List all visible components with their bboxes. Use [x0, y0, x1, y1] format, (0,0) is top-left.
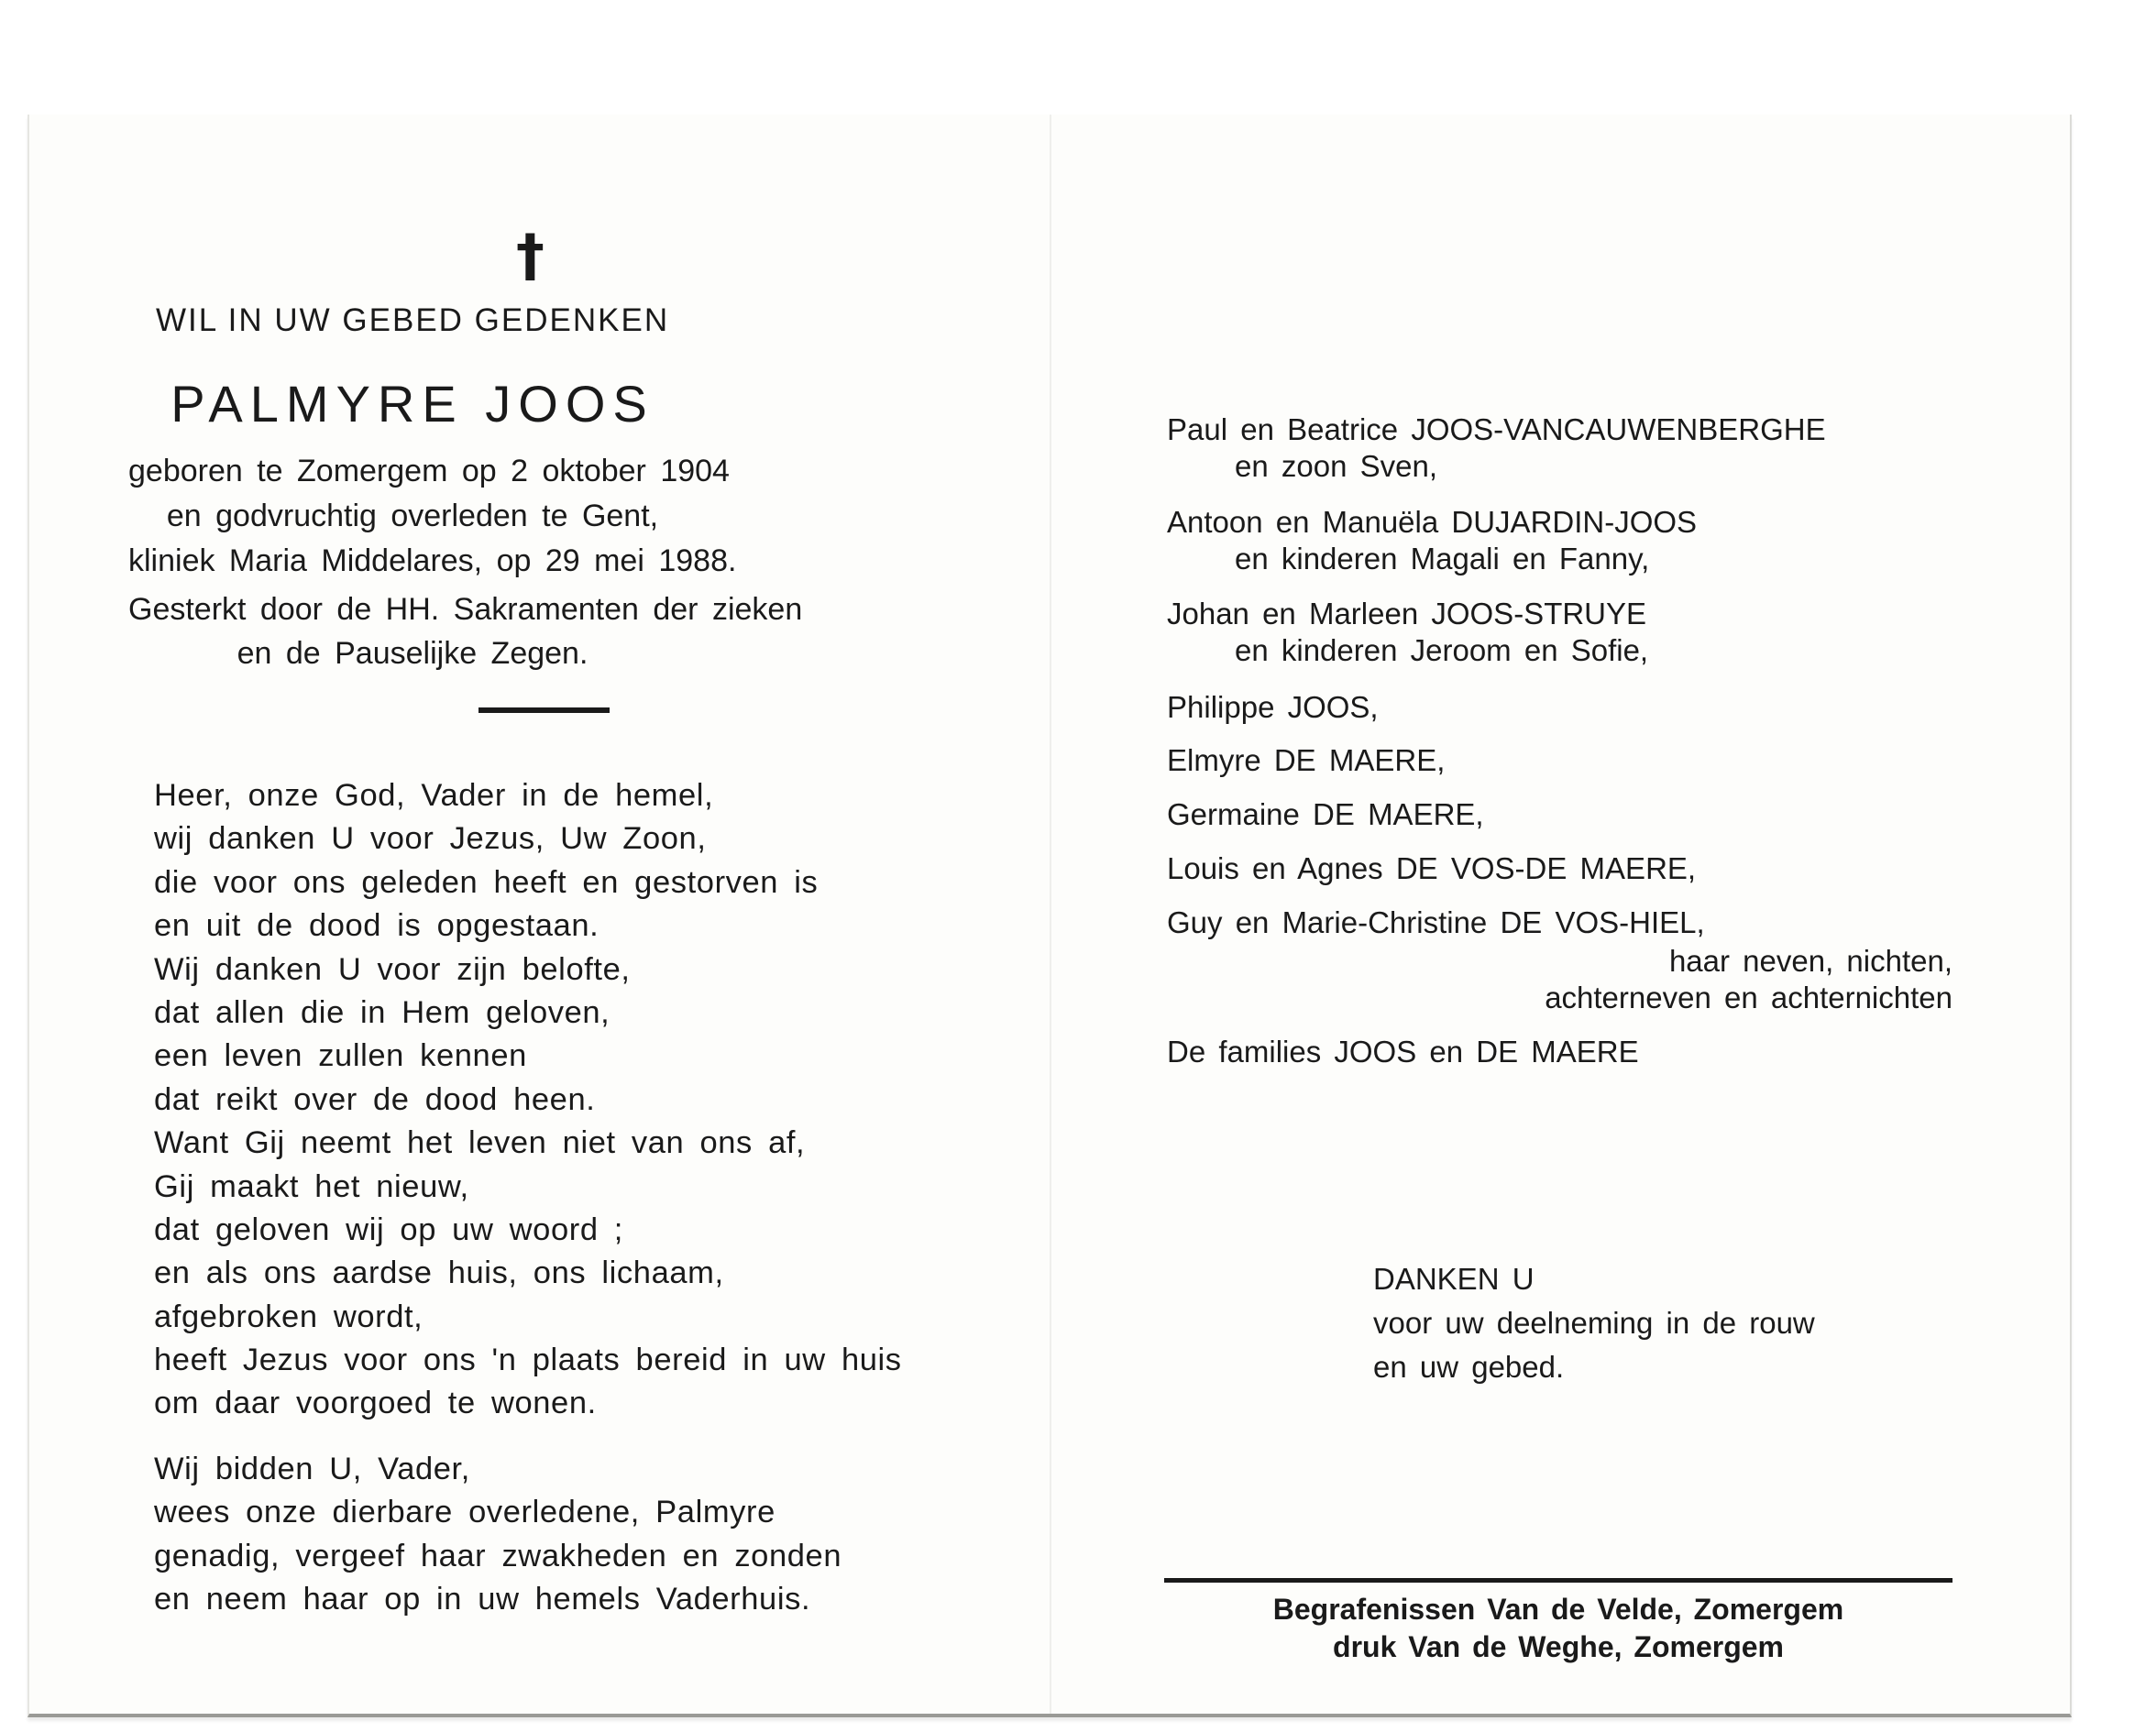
sacraments-line: Gesterkt door de HH. Sakramenten der zieken — [128, 592, 803, 627]
thanks-title: DANKEN U — [1373, 1262, 1534, 1296]
prayer-closing-line: en neem haar op in uw hemels Vaderhuis. — [154, 1582, 811, 1617]
family-main: Philippe JOOS, — [1167, 690, 1379, 724]
prayer-line: een leven zullen kennen — [154, 1038, 527, 1074]
deceased-name: PALMYRE JOOS — [170, 375, 654, 433]
card-fold — [1050, 115, 1051, 1714]
prayer-line: en uit de dood is opgestaan. — [154, 908, 600, 944]
prayer-closing-line: wees onze dierbare overledene, Palmyre — [154, 1495, 776, 1530]
thanks-line: en uw gebed. — [1373, 1350, 1565, 1384]
family-main: Johan en Marleen JOOS-STRUYE — [1167, 597, 1647, 630]
clinic-line: kliniek Maria Middelares, op 29 mei 1988. — [128, 543, 737, 578]
relatives — [1467, 943, 1952, 1016]
prayer-line: wij danken U voor Jezus, Uw Zoon, — [154, 821, 707, 857]
prayer-line: dat reikt over de dood heen. — [154, 1081, 596, 1117]
cross-icon: † — [516, 222, 544, 289]
family-main: Antoon en Manuëla DUJARDIN-JOOS — [1167, 505, 1698, 539]
thanks — [1373, 1257, 1815, 1389]
family-main: Guy en Marie-Christine DE VOS-HIEL, — [1167, 905, 1705, 939]
family-main: Elmyre DE MAERE, — [1167, 743, 1446, 777]
prayer-line: om daar voorgoed te wonen. — [154, 1386, 597, 1421]
prayer-line: die voor ons geleden heeft en gestorven is — [154, 864, 819, 900]
prayer-closing — [154, 1448, 842, 1622]
family-main: Germaine DE MAERE, — [1167, 797, 1484, 831]
family-main: Paul en Beatrice JOOS-VANCAUWENBERGHE — [1167, 412, 1826, 446]
divider — [478, 707, 610, 713]
prayer-line: dat allen die in Hem geloven, — [154, 994, 610, 1030]
prayer-line: Wij danken U voor zijn belofte, — [154, 951, 631, 987]
family-entry — [1167, 904, 1705, 941]
blessing-line: en de Pauselijke Zegen. — [236, 636, 588, 671]
relatives-line: haar neven, nichten, — [1668, 944, 1952, 978]
family-sub: en kinderen Jeroom en Sofie, — [1235, 633, 1649, 667]
prayer-line: dat geloven wij op uw woord ; — [154, 1211, 623, 1247]
prayer — [154, 774, 902, 1426]
deceased-details — [128, 449, 803, 676]
families-line: De families JOOS en DE MAERE — [1167, 1035, 1639, 1069]
thanks-line: voor uw deelneming in de rouw — [1373, 1306, 1815, 1340]
prayer-closing-line: Wij bidden U, Vader, — [154, 1452, 470, 1486]
family-entry — [1167, 850, 1696, 887]
relatives-line: achterneven en achternichten — [1545, 981, 1952, 1014]
prayer-line: afgebroken wordt, — [154, 1299, 424, 1334]
prayer-line: heeft Jezus voor ons 'n plaats bereid in uw huis — [154, 1343, 902, 1378]
family-sub: en kinderen Magali en Fanny, — [1235, 542, 1650, 576]
prayer-closing-line: genadig, vergeef haar zwakheden en zonden — [154, 1538, 842, 1573]
birth-line: geboren te Zomergem op 2 oktober 1904 — [128, 454, 730, 488]
credits — [1164, 1591, 1952, 1666]
prayer-line: Want Gij neemt het leven niet van ons af, — [154, 1125, 806, 1161]
family-entry — [1167, 796, 1484, 833]
family-sub: en zoon Sven, — [1235, 449, 1437, 483]
family-entry — [1167, 596, 1648, 669]
family-main: Louis en Agnes DE VOS-DE MAERE, — [1167, 851, 1697, 885]
bottom-rule — [1164, 1578, 1952, 1583]
printer: druk Van de Weghe, Zomergem — [1333, 1630, 1784, 1663]
death-line: en godvruchtig overleden te Gent, — [166, 499, 659, 533]
funeral-home: Begrafenissen Van de Velde, Zomergem — [1272, 1593, 1844, 1626]
prayer-line: en als ons aardse huis, ons lichaam, — [154, 1255, 724, 1291]
prayer-line: Heer, onze God, Vader in de hemel, — [154, 778, 714, 813]
heading: WIL IN UW GEBED GEDENKEN — [156, 302, 670, 338]
family-entry — [1167, 689, 1379, 726]
family-entry — [1167, 742, 1445, 779]
prayer-line: Gij maakt het nieuw, — [154, 1168, 469, 1204]
family-entry — [1167, 411, 1826, 485]
family-entry — [1167, 504, 1697, 577]
